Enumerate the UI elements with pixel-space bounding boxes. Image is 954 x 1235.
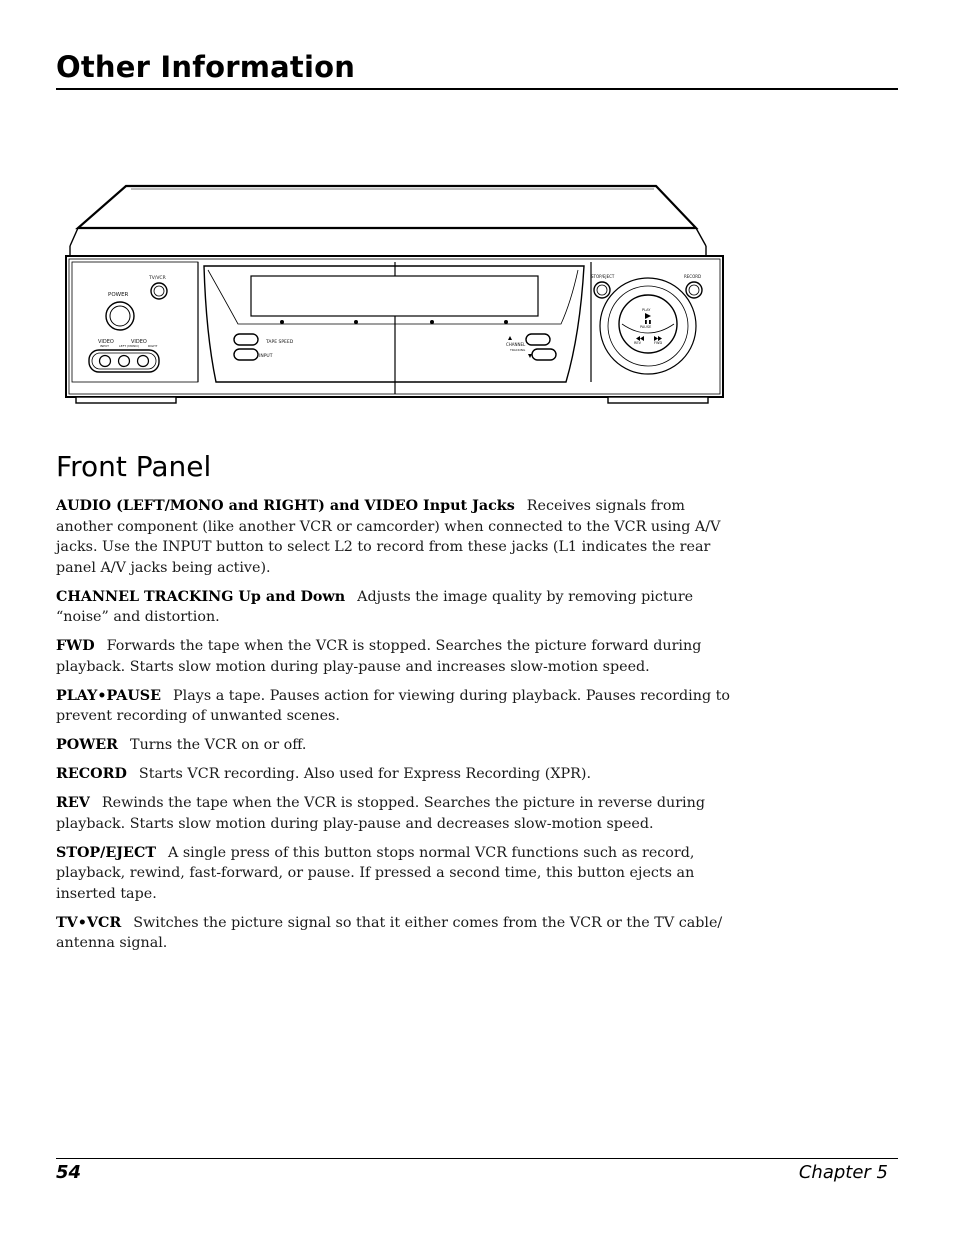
stop-eject-button[interactable] <box>594 282 610 298</box>
page-header-title: Other Information <box>56 50 356 84</box>
item-power <box>56 735 736 756</box>
channel-label: CHANNEL <box>506 342 526 347</box>
term: CHANNEL TRACKING Up and Down <box>56 588 346 605</box>
description: Plays a tape. Pauses action for viewing during playback. Pauses recording to prevent recording of unwanted scenes. <box>56 687 730 724</box>
left-mono-label: LEFT (MONO) <box>119 344 139 348</box>
audio-left-jack[interactable] <box>119 356 130 367</box>
item-audio-video-jacks <box>56 496 736 578</box>
tv-vcr-button[interactable] <box>151 283 167 299</box>
channel-up-button[interactable] <box>526 334 550 345</box>
descriptions <box>56 496 736 962</box>
item-rev <box>56 793 736 834</box>
tape-speed-button[interactable] <box>234 334 258 345</box>
video-label-right: VIDEO <box>131 339 147 345</box>
input-button[interactable] <box>234 349 258 360</box>
item-stop-eject <box>56 843 736 905</box>
tape-speed-label: TAPE SPEED <box>266 340 294 345</box>
item-fwd <box>56 636 736 677</box>
term: STOP/EJECT <box>56 844 156 861</box>
tv-vcr-label: TV/VCR <box>149 276 166 281</box>
record-label: RECORD <box>684 274 702 279</box>
description: Receives signals from another component (like another VCR or camcorder) when connected to the VCR using A/V jacks. Use the INPUT button to select L2 to record from these jacks (L1 indicates the rear panel A/V jacks being active). <box>56 498 721 576</box>
page-number: 54 <box>56 1162 82 1183</box>
term: AUDIO (LEFT/MONO and RIGHT) and VIDEO Input Jacks <box>56 498 515 514</box>
stop-eject-label: STOP/EJECT <box>591 274 615 279</box>
term: PLAY•PAUSE <box>56 687 162 704</box>
term: FWD <box>56 638 95 654</box>
right-label: RIGHT <box>148 344 158 348</box>
item-record <box>56 764 736 785</box>
item-play-pause <box>56 686 736 727</box>
rev-label: REV <box>634 341 642 345</box>
play-pause-button[interactable] <box>619 295 677 353</box>
description: Rewinds the tape when the VCR is stopped. Searches the picture in reverse during playback. Starts slow motion during play-pause and decreases slow-motion speed. <box>56 795 705 832</box>
description: Turns the VCR on or off. <box>130 737 307 753</box>
section-title: Front Panel <box>56 450 212 483</box>
header-rule <box>56 88 898 90</box>
term: TV•VCR <box>56 914 122 931</box>
term: RECORD <box>56 766 127 782</box>
tracking-label: TRACKING <box>510 348 526 352</box>
footer-rule <box>56 1158 898 1159</box>
description: Starts VCR recording. Also used for Express Recording (XPR). <box>138 766 592 782</box>
description: Switches the picture signal so that it either comes from the VCR or the TV cable/ antenna signal. <box>56 914 723 951</box>
fwd-label: FWD <box>654 341 663 345</box>
term: REV <box>56 795 90 811</box>
item-tv-vcr <box>56 913 736 954</box>
record-button[interactable] <box>686 282 702 298</box>
item-channel-tracking <box>56 587 736 628</box>
vcr-front-panel-diagram <box>56 184 736 410</box>
video-label-left: VIDEO <box>98 339 114 345</box>
input-small-label: INPUT <box>100 344 109 348</box>
channel-down-button[interactable] <box>532 349 556 360</box>
play-label: PLAY <box>642 308 651 312</box>
video-jack[interactable] <box>100 356 111 367</box>
description: A single press of this button stops normal VCR functions such as record, playback, rewind, fast-forward, or pause. If pressed a second time, this button ejects an inserted tape. <box>56 844 695 902</box>
pause-label: PAUSE <box>640 325 652 329</box>
audio-right-jack[interactable] <box>138 356 149 367</box>
power-label: POWER <box>108 292 129 298</box>
description: Adjusts the image quality by removing picture “noise” and distortion. <box>56 588 694 625</box>
chapter-label: Chapter 5 <box>798 1162 888 1183</box>
description: Forwards the tape when the VCR is stopped. Searches the picture forward during playback. Starts slow motion during play-pause and increases slow-motion speed. <box>56 638 702 675</box>
term: POWER <box>56 737 119 753</box>
input-label: INPUT <box>259 354 273 359</box>
